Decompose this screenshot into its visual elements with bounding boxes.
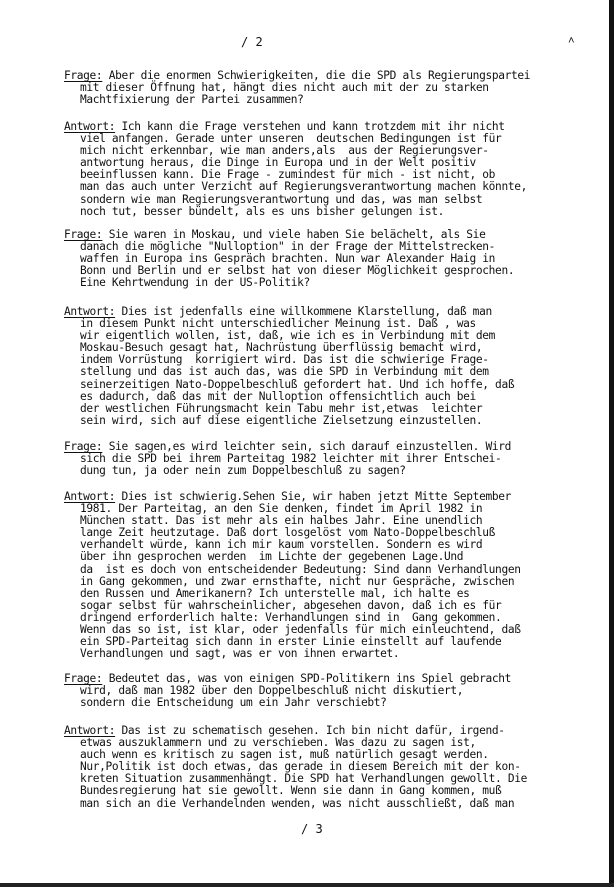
line-text: dringend erforderlich halte: Verhandlungen sind in Gang gekommen. bbox=[80, 610, 502, 624]
line-text: verhandelt würde, kann ich mir kaum vorstellen. Sondern es wird bbox=[80, 538, 483, 552]
line-text: beeinflussen kann. Die Frage - zumindest für mich - ist nicht, ob bbox=[80, 168, 496, 182]
line-text: in Gang gekommen, und zwar ernsthafte, nicht nur Gespräche, zwischen bbox=[80, 574, 515, 588]
answer-block bbox=[64, 491, 610, 660]
line-text: 1981. Der Parteitag, an den Sie denken, findet im April 1982 in bbox=[80, 502, 483, 516]
speaker-label: Antwort: bbox=[64, 305, 116, 318]
answer-block bbox=[64, 306, 610, 427]
line-text: Eine Kehrtwendung in der US-Politik? bbox=[80, 276, 310, 290]
line-text: ein SPD-Parteitag sich dann in erster Linie einstellt auf laufende bbox=[80, 635, 502, 649]
speaker-label: Frage: bbox=[64, 228, 103, 241]
line-text: waffen in Europa ins Gespräch brachten. Nun war Alexander Haig in bbox=[80, 252, 496, 266]
line-text: etwas auszuklammern und zu verschieben. Was dazu zu sagen ist, bbox=[80, 736, 476, 750]
speaker-label: Frage: bbox=[64, 440, 103, 453]
question-block bbox=[64, 441, 610, 477]
speaker-label: Antwort: bbox=[64, 724, 116, 737]
line-text: sondern die Entscheidung um ein Jahr verschiebt? bbox=[80, 696, 387, 710]
line-text: man das auch unter Verzicht auf Regierungsverantwortung machen könnte, bbox=[80, 180, 527, 194]
line-text: stellung und das ist auch das, was die SPD in Verbindung mit dem bbox=[80, 365, 489, 379]
line-text: lange Zeit heutzutage. Daß dort losgelöst vom Nato-Doppelbeschluß bbox=[80, 526, 496, 540]
speaker-label: Antwort: bbox=[64, 490, 116, 503]
text-line bbox=[64, 465, 610, 477]
line-text: Sie waren in Moskau, und viele haben Sie belächelt, als Sie bbox=[102, 228, 486, 241]
answer-block bbox=[64, 725, 610, 810]
line-text: da ist es doch von entscheidender Bedeutung: Sind dann Verhandlungen bbox=[80, 562, 521, 576]
line-text: wird, daß man 1982 über den Doppelbeschluß nicht diskutiert, bbox=[80, 684, 464, 698]
line-text: sogar selbst für wahrscheinlicher, abgesehen davon, daß ich es für bbox=[80, 598, 502, 612]
text-line bbox=[64, 415, 610, 427]
next-page-number: / 3 bbox=[301, 822, 323, 836]
line-text: kreten Situation zusammenhängt. Die SPD hat Verhandlungen gewollt. Die bbox=[80, 772, 527, 786]
line-text: mit dieser Öffnung hat, hängt dies nicht auch mit der zu starken bbox=[80, 81, 489, 95]
line-text: Das ist zu schematisch gesehen. Ich bin nicht dafür, irgend- bbox=[115, 724, 505, 737]
line-text: antwortung heraus, die Dinge in Europa und in der Welt positiv bbox=[80, 156, 476, 170]
line-text: München statt. Das ist mehr als ein halbes Jahr. Eine unendlich bbox=[80, 514, 483, 528]
line-text: seinerzeitigen Nato-Doppelbeschluß gefordert hat. Und ich hoffe, daß bbox=[80, 377, 515, 391]
line-text: es dadurch, daß das mit der Nulloption offensichtlich auch bei bbox=[80, 389, 476, 403]
line-text: über ihn gesprochen werden im Lichte der gegebenen Lage.Und bbox=[80, 550, 464, 564]
text-line bbox=[64, 798, 610, 810]
line-text: noch tut, besser bündelt, als es uns bisher gelungen ist. bbox=[80, 204, 444, 218]
text-line bbox=[64, 648, 610, 660]
speaker-label: Frage: bbox=[64, 672, 103, 685]
line-text: sich die SPD bei ihrem Parteitag 1982 leichter mit ihrer Entschei- bbox=[80, 452, 502, 466]
question-block bbox=[64, 70, 610, 106]
question-block bbox=[64, 673, 610, 709]
line-text: dung tun, ja oder nein zum Doppelbeschluß zu sagen? bbox=[80, 464, 406, 478]
question-block bbox=[64, 229, 610, 289]
scan-edge-bottom bbox=[0, 883, 614, 887]
line-text: Bonn und Berlin und er selbst hat von dieser Möglichkeit gesprochen. bbox=[80, 264, 515, 278]
line-text: Bedeutet das, was von einigen SPD-Politikern ins Spiel gebracht bbox=[102, 672, 511, 685]
line-text: viel anfangen. Gerade unter unseren deutschen Bedingungen ist für bbox=[80, 132, 502, 146]
line-text: sondern wie man Regierungsverantwortung und das, was man selbst bbox=[80, 192, 483, 206]
line-text: mich nicht erkennbar, wie man anders,als aus der Regierungsver- bbox=[80, 144, 489, 158]
line-text: danach die mögliche "Nulloption" in der Frage der Mittelstrecken- bbox=[80, 240, 496, 254]
answer-block bbox=[64, 121, 610, 218]
text-line bbox=[64, 206, 610, 218]
line-text: Aber die enormen Schwierigkeiten, die die SPD als Regierungspartei bbox=[102, 69, 531, 82]
text-line bbox=[64, 94, 610, 106]
line-text: Dies ist jedenfalls eine willkommene Klarstellung, daß man bbox=[115, 305, 492, 318]
line-text: Ich kann die Frage verstehen und kann trotzdem mit ihr nicht bbox=[115, 120, 505, 133]
line-text: Moskau-Besuch gesagt hat, Nachrüstung überflüssig bemacht wird, bbox=[80, 341, 483, 355]
line-text: indem Vorrüstung korrigiert wird. Das ist die schwierige Frage- bbox=[80, 353, 489, 367]
line-text: Sie sagen,es wird leichter sein, sich darauf einzustellen. Wird bbox=[102, 440, 511, 453]
text-line bbox=[64, 697, 610, 709]
line-text: Verhandlungen und sagt, was er von ihnen erwartet. bbox=[80, 647, 400, 661]
line-text: Machtfixierung der Partei zusammen? bbox=[80, 93, 304, 107]
text-line bbox=[64, 277, 610, 289]
line-text: Bundesregierung hat sie gewollt. Wenn sie dann in Gang kommen, muß bbox=[80, 784, 502, 798]
line-text: in diesem Punkt nicht unterschiedlicher Meinung ist. Daß , was bbox=[80, 317, 476, 331]
line-text: sein wird, sich auf diese eigentliche Zielsetzung einzustellen. bbox=[80, 413, 483, 427]
line-text: man sich an die Verhandelnden wenden, was nicht ausschließt, daß man bbox=[80, 796, 515, 810]
line-text: Dies ist schwierig.Sehen Sie, wir haben jetzt Mitte September bbox=[115, 490, 511, 503]
scan-edge-right bbox=[609, 0, 614, 887]
corner-mark: ˄ bbox=[568, 34, 575, 47]
line-text: Wenn das so ist, ist klar, oder jedenfalls für mich einleuchtend, daß bbox=[80, 623, 521, 637]
line-text: den Russen und Amerikanern? Ich unterstelle mal, ich halte es bbox=[80, 586, 470, 600]
line-text: auch wenn es kritisch zu sagen ist, muß natürlich gesagt werden. bbox=[80, 748, 489, 762]
line-text: wir eigentlich wollen, ist, daß, wie ich es in Verbindung mit dem bbox=[80, 329, 496, 343]
speaker-label: Antwort: bbox=[64, 120, 116, 133]
speaker-label: Frage: bbox=[64, 69, 103, 82]
page-number: / 2 bbox=[241, 35, 263, 49]
line-text: der westlichen Führungsmacht kein Tabu mehr ist,etwas leichter bbox=[80, 401, 483, 415]
line-text: Nur,Politik ist doch etwas, das gerade in diesem Bereich mit der kon- bbox=[80, 760, 521, 774]
